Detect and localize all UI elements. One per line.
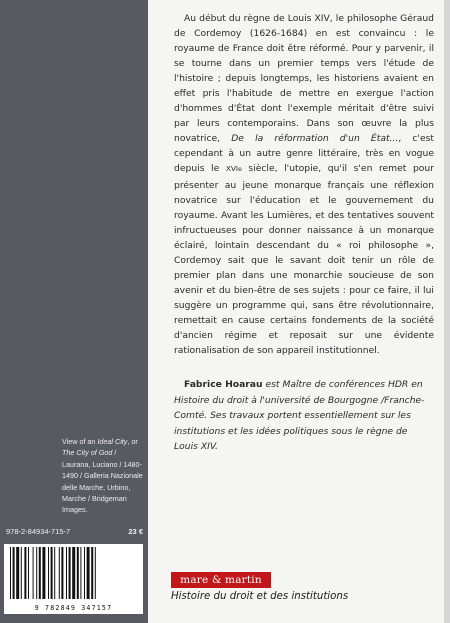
credit-title-2: The City of God bbox=[62, 448, 113, 458]
summary-part-3: siècle, l'utopie, qu'il s'en remet pour présenter au jeune monarque français une réflexion novatrice sur l'éducation et le gouvernement du royaume. Avant les Lumières, et des tentatives souvent infructueuses pour donner naissance à un monarque éclairé, lointain descendant du « roi philosophe », Cordemoy sait que le savant doit tenir un rôle de premier plan dans une monarchie soucieuse de son avenir et du bien-être de ses sujets : pour ce faire, il lui suggère un programme qui, sans être révolutionnaire, remettait en cause certains fondements de la société d'ancien régime et reposait sur une évidente rationalisation de son appareil institutionnel. bbox=[174, 163, 434, 357]
barcode bbox=[4, 544, 143, 614]
summary-part-1: Au début du règne de Louis XIV, le philosophe Géraud de Cordemoy (1626-1684) en est convaincu : le royaume de France doit être réformé. Pour y parvenir, il se tourne dans un premier temps vers l'étude de l'histoire ; depuis longtemps, les historiens avaient en effet pris l'habitude de mettre en exergue l'action d'hommes d'État dont l'exemple méritait d'être suivi par leurs contemporains. Dans son œuvre la plus novatrice, bbox=[174, 13, 434, 145]
credit-rest: / Laurana, Luciano / 1480-1490 / Galleria Nazionale delle Marche, Urbino, Marche / Bridgeman Images. bbox=[62, 448, 143, 515]
credit-mid: , or bbox=[127, 437, 138, 446]
summary-text bbox=[174, 11, 434, 358]
century-suffix: e bbox=[238, 166, 242, 174]
cover-edge bbox=[444, 0, 450, 623]
author-description: Maître de conférences HDR en Histoire du droit à l'université de Bourgogne /Franche-Comté. Ses travaux portent essentiellement sur les institutions et les idées politiques sous le règne de Louis XIV. bbox=[174, 379, 425, 452]
price: 23 € bbox=[128, 527, 143, 536]
barcode-digits: 9 782849 347157 bbox=[34, 604, 113, 612]
century-numeral: XVI bbox=[225, 164, 239, 174]
author-bio bbox=[174, 377, 434, 455]
isbn: 978-2-84934-715-7 bbox=[6, 527, 71, 536]
publisher-logo: mare & martin bbox=[171, 572, 271, 588]
isbn-price-row bbox=[6, 527, 143, 539]
author-verb: est bbox=[265, 379, 280, 390]
credit-title-1: Ideal City bbox=[97, 437, 128, 446]
summary-part-2: , c'est cependant à un autre genre littéraire, très en vogue depuis le bbox=[174, 133, 434, 175]
collection-name: Histoire du droit et des institutions bbox=[171, 591, 349, 602]
image-credit bbox=[62, 436, 146, 516]
credit-prefix: View of an bbox=[62, 437, 96, 446]
barcode-bars bbox=[8, 547, 139, 599]
author-name: Fabrice Hoarau bbox=[184, 379, 263, 390]
book-title: De la réformation d'un État... bbox=[231, 133, 399, 145]
